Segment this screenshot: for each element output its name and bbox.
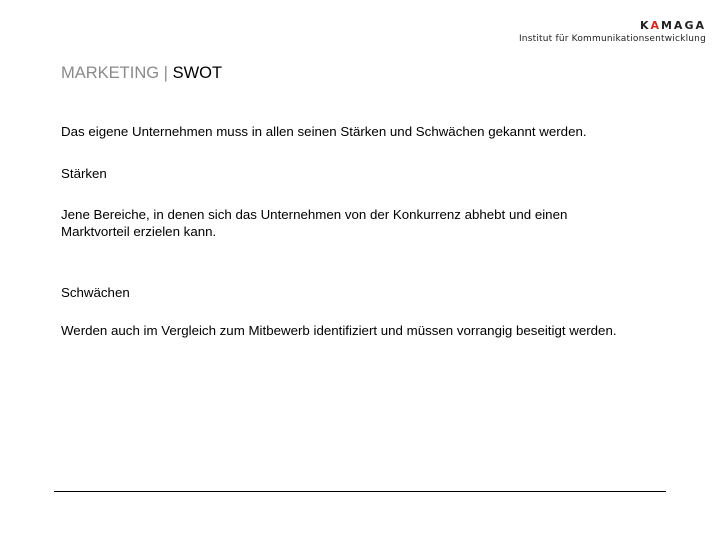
page-title: [61, 64, 222, 83]
schwaechen-definition: Werden auch im Vergleich zum Mitbewerb identifiziert und müssen vorrangig beseitigt werden.: [61, 323, 617, 338]
title-separator: |: [159, 64, 173, 82]
logo-letter-a-accent: A: [650, 19, 661, 32]
logo-letter-k: K: [639, 19, 651, 32]
logo-letters-maga: MAGA: [660, 19, 706, 32]
footer-divider: [54, 491, 666, 492]
title-section: MARKETING: [61, 64, 160, 82]
intro-text: Das eigene Unternehmen muss in allen seinen Stärken und Schwächen gekannt werden.: [61, 124, 587, 139]
staerken-heading: Stärken: [61, 166, 107, 181]
logo-wordmark: [519, 20, 706, 32]
schwaechen-heading: Schwächen: [61, 285, 130, 300]
kamaga-logo: [519, 20, 706, 45]
staerken-definition: Jene Bereiche, in denen sich das Unternehmen von der Konkurrenz abhebt und einen Marktvorteil erzielen kann.: [61, 207, 568, 239]
title-topic: SWOT: [172, 64, 223, 82]
logo-subtitle: Institut für Kommunikationsentwicklung: [518, 34, 706, 44]
